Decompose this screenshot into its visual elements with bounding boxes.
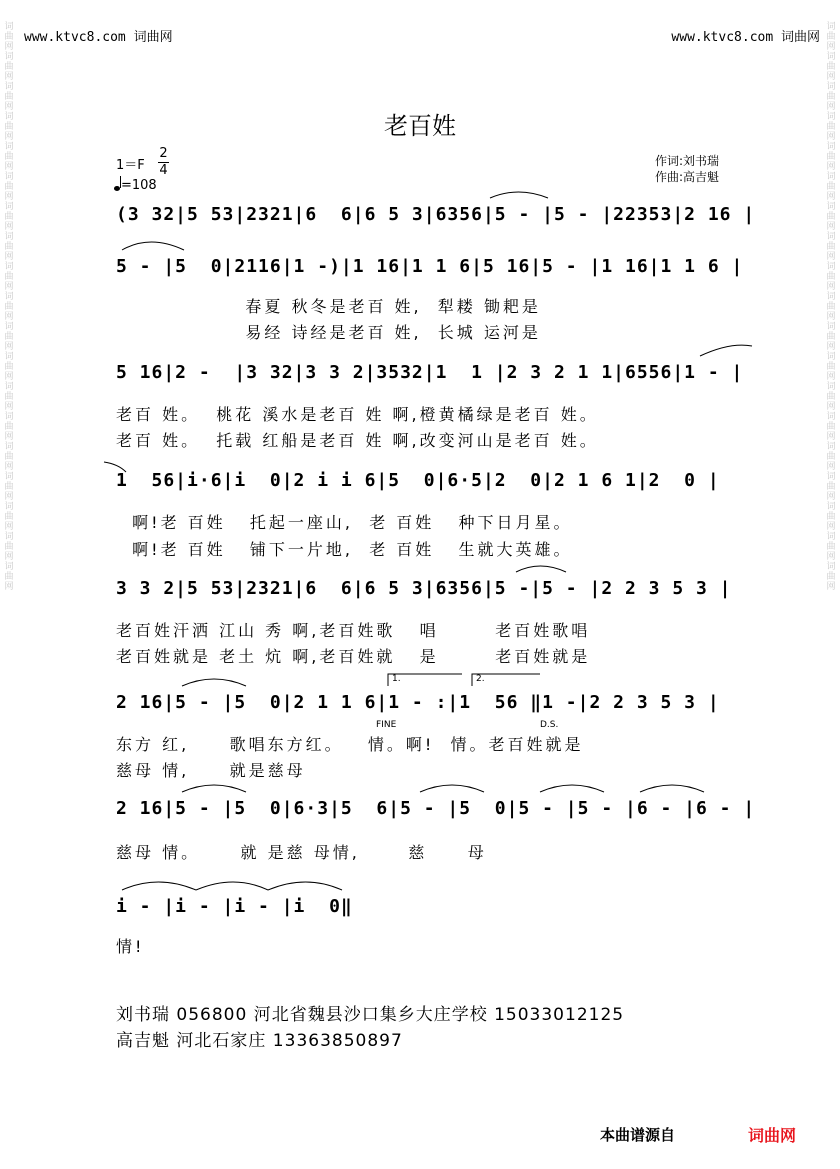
lyric-line-4a: 啊!老 百姓 托起一座山, 老 百姓 种下日月星。	[116, 513, 573, 532]
lyric-line-5b: 老百姓就是 老土 炕 啊,老百姓就 是 老百姓就是	[116, 647, 591, 666]
watermark-left: 词曲网词曲网词曲网词曲网词曲网词曲网词曲网词曲网词曲网词曲网词曲网词曲网词曲网词曲网词曲网词曲网词曲网词曲网词曲网	[4, 22, 14, 592]
notation-line-3: 5 16|2 - |3 32|3 3 2|3532|1 1 |2 3 2 1 1|6556|1 - |	[116, 362, 744, 383]
time-signature-top: 2	[159, 146, 168, 161]
slur-9	[540, 785, 604, 792]
slur-12	[196, 882, 268, 890]
slur-2	[122, 242, 184, 250]
quarter-note-icon	[114, 186, 120, 191]
slur-7	[182, 785, 246, 792]
site-url-right[interactable]: www.ktvc8.com 词曲网	[671, 30, 820, 45]
fine-mark: FINE	[376, 720, 397, 730]
time-signature	[158, 146, 169, 179]
notation-line-2: 5 - |5 0|2116|1 -)|1 16|1 1 6|5 16|5 - |1 16|1 1 6 |	[116, 256, 744, 277]
notation-line-1: (3 32|5 53|2321|6 6|6 5 3|6356|5 - |5 - |22353|2 16 |	[116, 204, 756, 225]
volta-1: 1.	[392, 674, 401, 684]
notation-line-6: 2 16|5 - |5 0|2 1 1 6|1 - :|1 56 ‖1 -|2 2 3 5 3 |	[116, 692, 720, 713]
time-signature-bottom: 4	[159, 163, 168, 178]
lyric-line-5a: 老百姓汗洒 江山 秀 啊,老百姓歌 唱 老百姓歌唱	[116, 621, 591, 640]
lyricist: 作词:刘书瑞	[655, 154, 720, 168]
slur-5	[516, 566, 566, 572]
slur-10	[640, 785, 704, 792]
brand-logo[interactable]: 词曲网	[748, 1126, 797, 1145]
slur-13	[268, 882, 342, 890]
lyric-line-3b: 老百 姓。 托载 红船是老百 姓 啊,改变河山是老百 姓。	[116, 431, 599, 450]
lyric-line-6a: 东方 红, 歌唱东方红。 情。啊! 情。老百姓就是	[116, 735, 584, 754]
watermark-right: 词曲网词曲网词曲网词曲网词曲网词曲网词曲网词曲网词曲网词曲网词曲网词曲网词曲网词曲网词曲网词曲网词曲网词曲网词曲网	[826, 22, 836, 592]
slur-1	[490, 192, 548, 198]
source-label: 本曲谱源自	[600, 1126, 676, 1144]
notation-line-5: 3 3 2|5 53|2321|6 6|6 5 3|6356|5 -|5 - |2 2 3 5 3 |	[116, 578, 732, 599]
notation-line-4: 1 56|i·6|i 0|2 i i 6|5 0|6·5|2 0|2 1 6 1|2 0 |	[116, 470, 720, 491]
slur-8	[420, 785, 484, 792]
contact-lyricist: 刘书瑞 056800 河北省魏县沙口集乡大庄学校 15033012125	[116, 1005, 625, 1025]
slur-11	[122, 882, 196, 890]
composer: 作曲:高吉魁	[655, 170, 720, 184]
lyric-line-2b: 易经 诗经是老百 姓, 长城 运河是	[116, 323, 541, 342]
tempo-value: =108	[121, 178, 157, 193]
notation-line-8: i - |i - |i - |i 0‖	[116, 896, 353, 917]
lyric-line-2a: 春夏 秋冬是老百 姓, 犁耧 锄耙是	[116, 297, 541, 316]
volta-2: 2.	[476, 674, 485, 684]
lyric-line-6b: 慈母 情, 就是慈母	[116, 761, 306, 780]
contact-composer: 高吉魁 河北石家庄 13363850897	[116, 1031, 403, 1051]
lyric-line-3a: 老百 姓。 桃花 溪水是老百 姓 啊,橙黄橘绿是老百 姓。	[116, 405, 599, 424]
lyric-line-4b: 啊!老 百姓 铺下一片地, 老 百姓 生就大英雄。	[116, 540, 573, 559]
lyric-line-8: 情!	[116, 937, 145, 956]
song-title: 老百姓	[384, 112, 456, 140]
notation-line-7: 2 16|5 - |5 0|6·3|5 6|5 - |5 0|5 - |5 - |6 - |6 - |	[116, 798, 756, 819]
credits	[655, 153, 719, 185]
slur-6	[182, 679, 246, 686]
site-url-left[interactable]: www.ktvc8.com 词曲网	[24, 30, 173, 45]
tempo-mark	[114, 178, 157, 193]
slur-3	[700, 345, 752, 356]
ds-mark: D.S.	[540, 720, 559, 730]
lyric-line-7: 慈母 情。 就 是慈 母情, 慈 母	[116, 843, 487, 862]
key-signature: 1＝F	[116, 158, 145, 173]
